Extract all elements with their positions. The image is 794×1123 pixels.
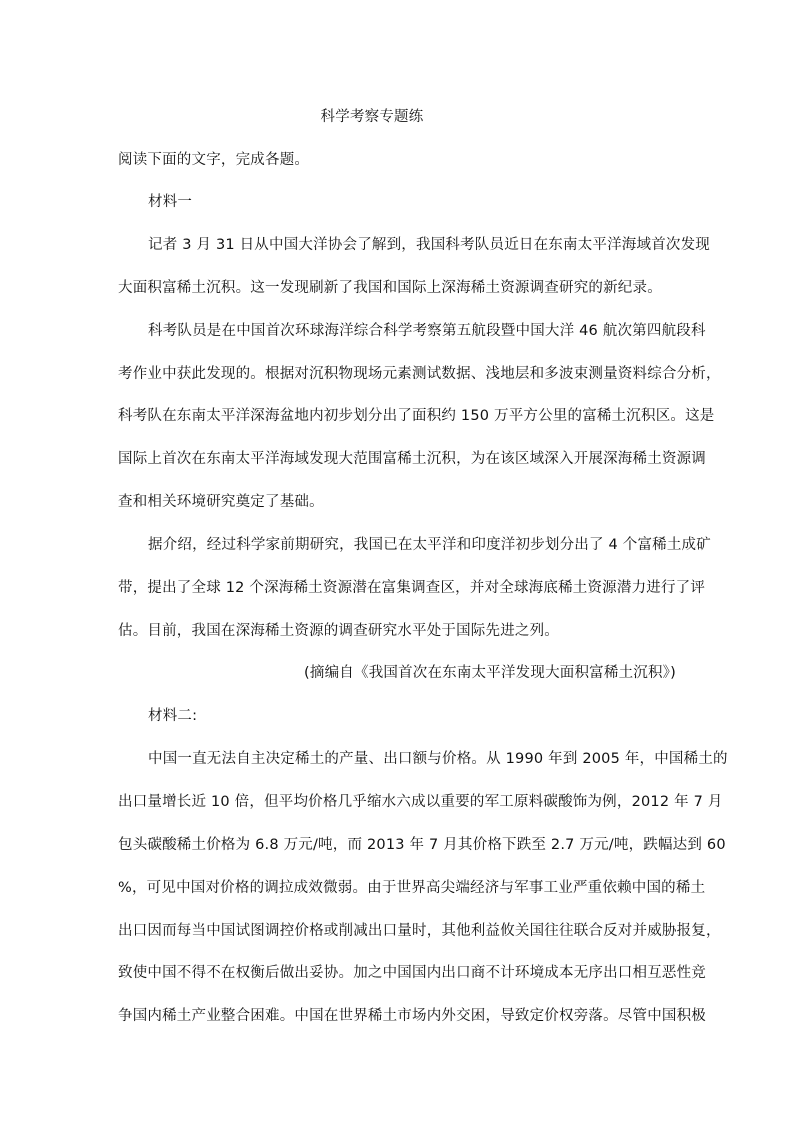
material1-line: 查和相关环境研究奠定了基础。 xyxy=(118,494,324,510)
page-title: 科学考察专题练 xyxy=(320,109,424,125)
material2-line: 出口因而每当中国试图调控价格或削减出口量时，其他利益攸关国往往联合反对并威胁报复， xyxy=(118,923,721,939)
material1-line: 带，提出了全球 12 个深海稀土资源潜在富集调查区，并对全球海底稀土资源潜力进行了评 xyxy=(118,580,706,596)
material1-line: 记者 3 月 31 日从中国大洋协会了解到，我国科考队员近日在东南太平洋海域首次发现 xyxy=(148,237,711,253)
material2-line: %，可见中国对价格的调拉成效微弱。由于世界高尖端经济与军事工业严重依赖中国的稀土 xyxy=(118,880,706,896)
material1-heading: 材料一 xyxy=(148,194,193,210)
material1-line: 据介绍，经过科学家前期研究，我国已在太平洋和印度洋初步划分出了 4 个富稀土成矿 xyxy=(148,537,711,553)
material1-line: 大面积富稀土沉积。这一发现刷新了我国和国际上深海稀土资源调查研究的新纪录。 xyxy=(118,280,662,296)
material2-line: 中国一直无法自主决定稀土的产量、出口额与价格。从 1990 年到 2005 年，中国稀土的 xyxy=(148,751,728,767)
material1-line: 科考队员是在中国首次环球海洋综合科学考察第五航段暨中国大洋 46 航次第四航段科 xyxy=(148,323,706,339)
material2-line: 包头碳酸稀土价格为 6.8 万元/吨，而 2013 年 7 月其价格下跌至 2.7 万元/吨，跌幅达到 60 xyxy=(118,837,726,853)
material1-line: 考作业中获此发现的。根据对沉积物现场元素测试数据、浅地层和多波束测量资料综合分析， xyxy=(118,366,721,382)
material1-line: 国际上首次在东南太平洋海域发现大范围富稀土沉积，为在该区域深入开展深海稀土资源调 xyxy=(118,451,706,467)
material2-line: 出口量增长近 10 倍，但平均价格几乎缩水六成以重要的军工原料碳酸饰为例，2012 年 7 月 xyxy=(118,794,723,810)
material2-line: 争国内稀土产业整合困难。中国在世界稀土市场内外交困，导致定价权旁落。尽管中国积极 xyxy=(118,1008,706,1024)
material1-source: (摘编自《我国首次在东南太平洋发现大面积富稀土沉积》) xyxy=(304,665,676,681)
instruction-text: 阅读下面的文字，完成各题。 xyxy=(118,152,310,168)
material2-line: 致使中国不得不在权衡后做出妥协。加之中国国内出口商不计环境成本无序出口相互恶性竞 xyxy=(118,965,706,981)
material1-line: 估。目前，我国在深海稀土资源的调查研究水平处于国际先进之列。 xyxy=(118,623,559,639)
material1-line: 科考队在东南太平洋深海盆地内初步划分出了面积约 150 万平方公里的富稀土沉积区。这是 xyxy=(118,408,715,424)
material2-heading: 材料二: xyxy=(148,708,198,724)
